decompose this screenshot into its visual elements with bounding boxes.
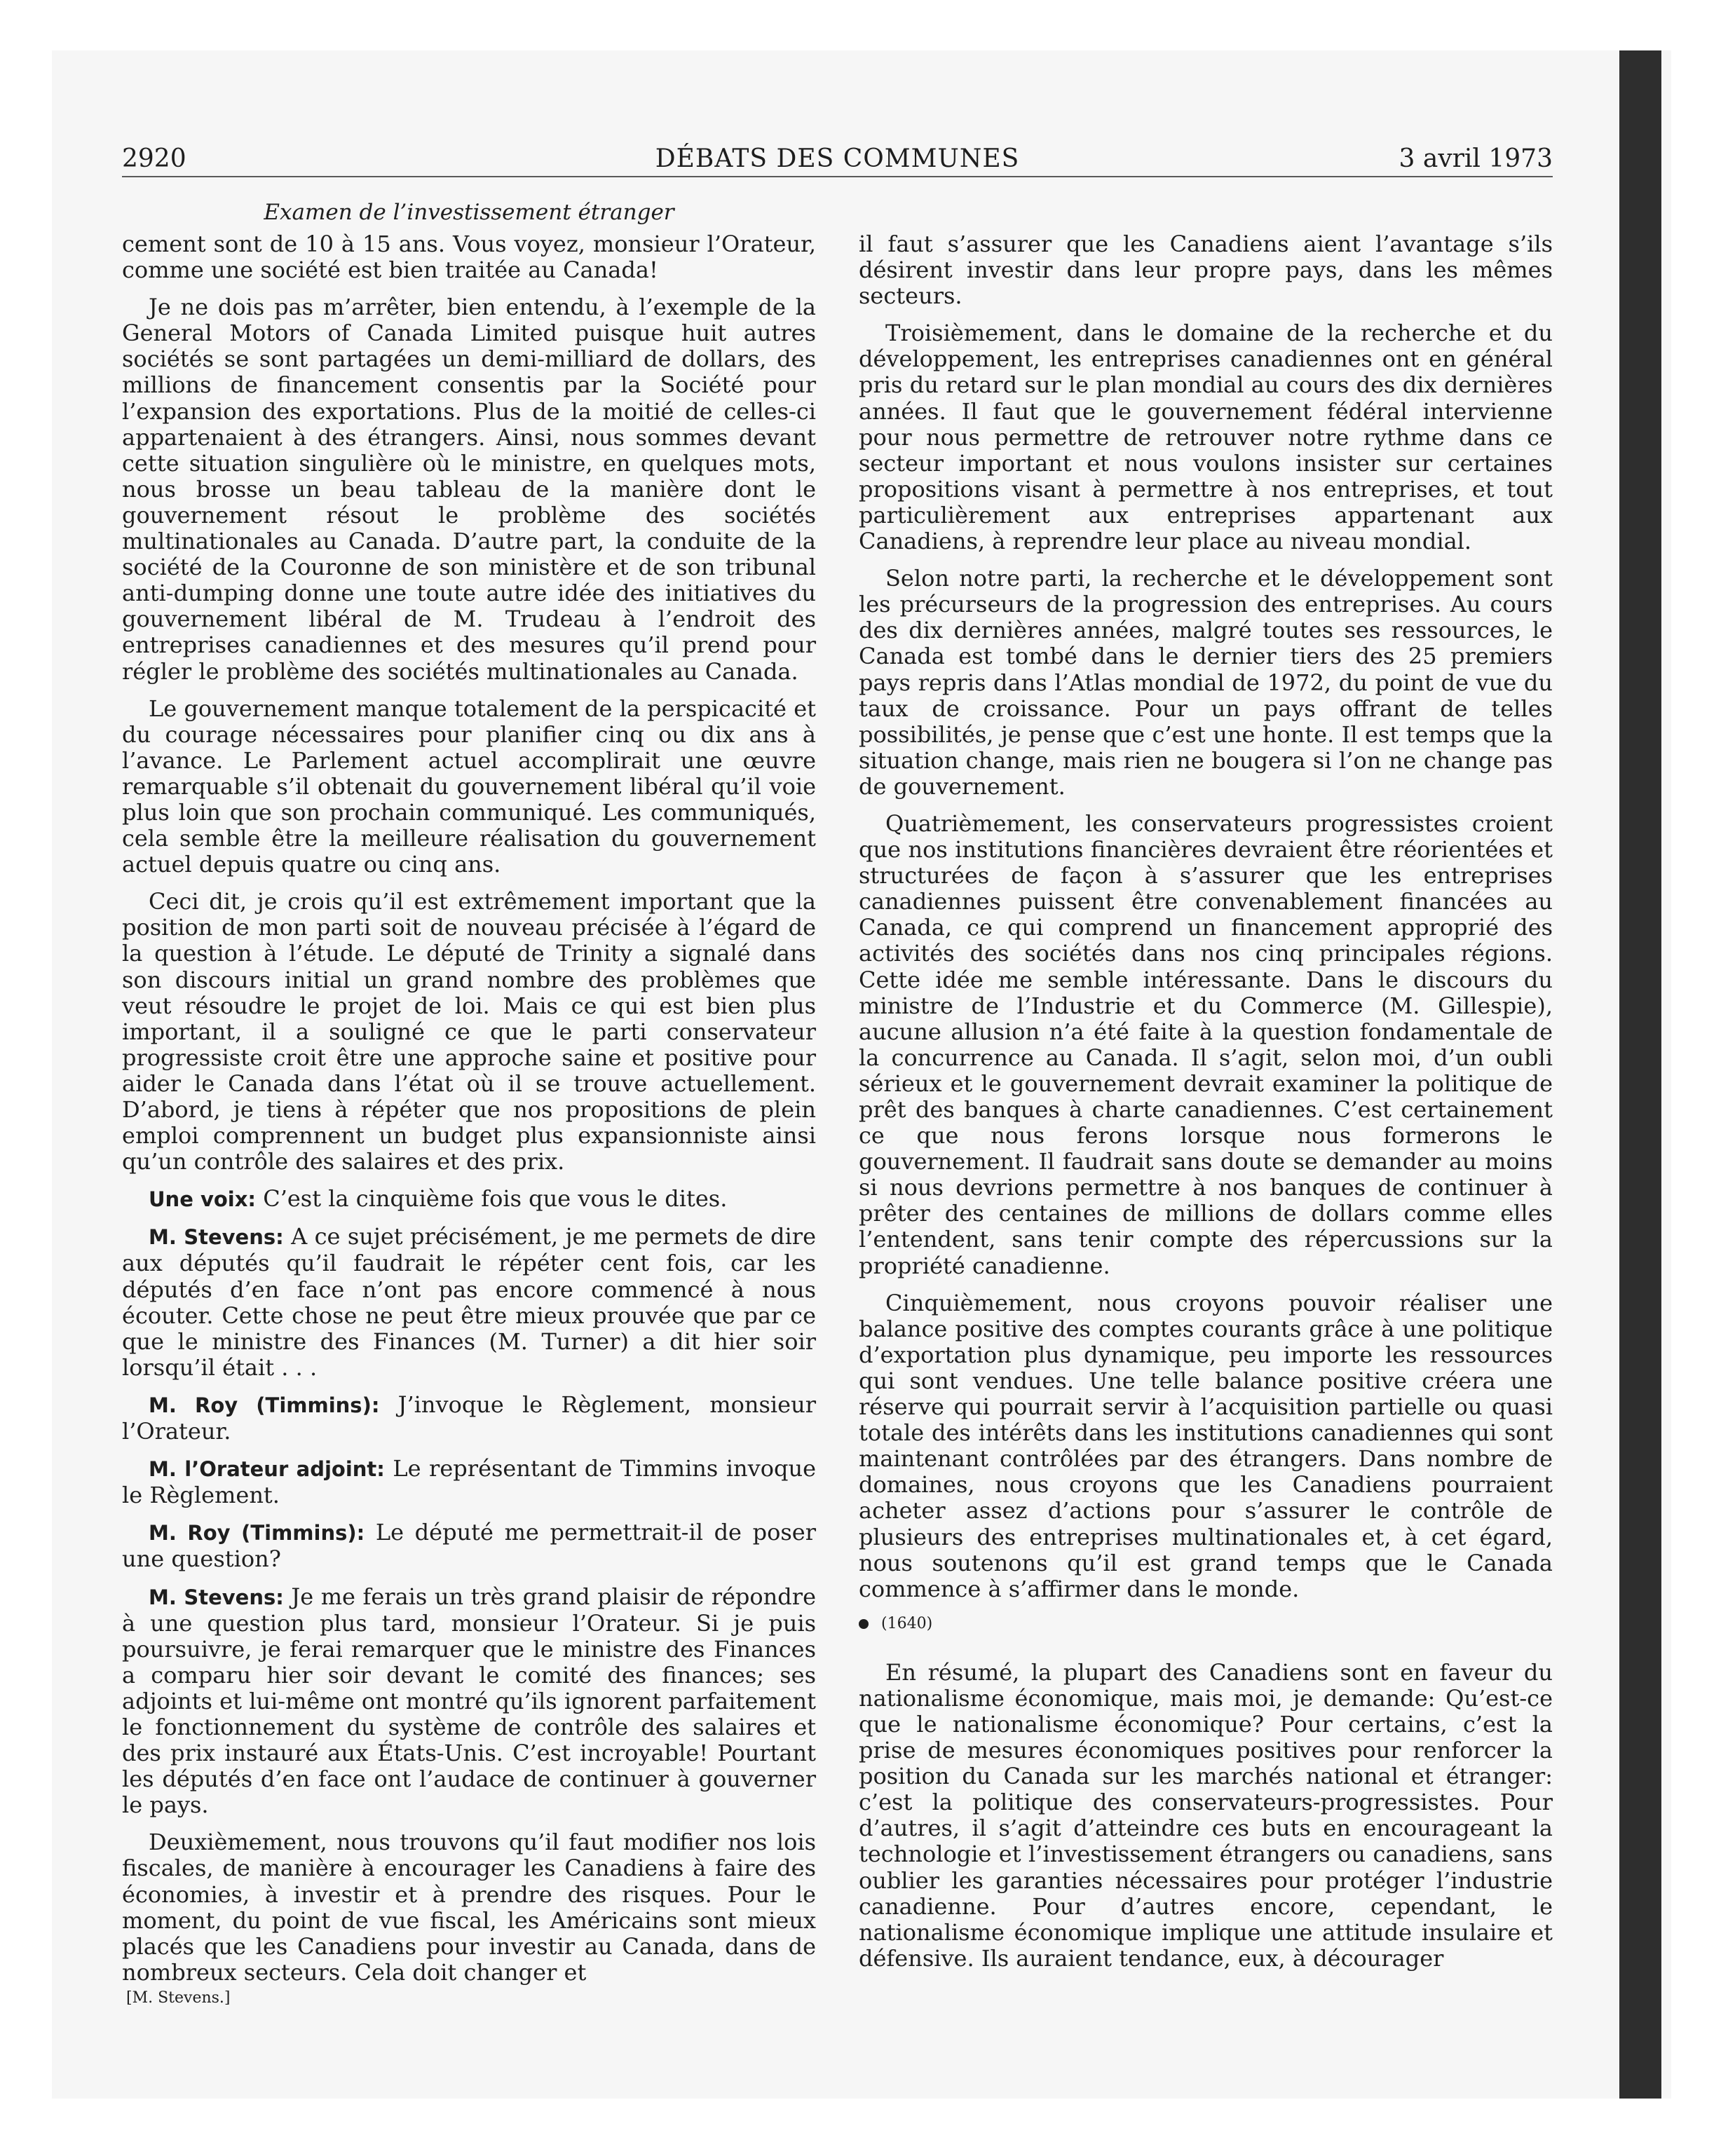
paragraph: Selon notre parti, la recherche et le développement sont les précurseurs de la progression des entreprises. Au cours des dix dernières années, malgré toutes ses ressources, le Canada est tombé dans le dernier tiers des 25 premiers pays repris dans l’Atlas mondial de 1972, du point de vue du taux de croissance. Pour un pays offrant de telles possibilités, je pense que c’est une honte. Il est temps que la situation change, mais rien ne bougera si l’on ne change pas de gouvernement. xyxy=(859,565,1553,800)
paragraph: Je ne dois pas m’arrêter, bien entendu, à l’exemple de la General Motors of Canada Limited puisque huit autres sociétés se sont partagées un demi-milliard de dollars, des millions de financement consentis par la Société pour l’expansion des exportations. Plus de la moitié de celles-ci appartenaient à des étrangers. Ainsi, nous sommes devant cette situation singulière où le ministre, en quelques mots, nous brosse un beau tableau de la manière dont le gouvernement résout le problème des sociétés multinationales au Canada. D’autre part, la conduite de la société de la Couronne de son ministère et de son tribunal anti-dumping donne une toute autre idée des initiatives du gouvernement libéral de M. Trudeau à l’endroit des entreprises canadiennes et des mesures qu’il prend pour régler le problème des sociétés multinationales au Canada. xyxy=(122,294,816,685)
paragraph: Quatrièmement, les conservateurs progressistes croient que nos institutions financières devraient être réorientées et structurées de façon à s’assurer que les entreprises canadiennes puissent être convenablement financées au Canada, ce qui comprend un financement approprié des activités des sociétés dans nos cinq principales régions. Cette idée me semble intéressante. Dans le discours du ministre de l’Industrie et du Commerce (M. Gillespie), aucune allusion n’a été faite à la question fondamentale de la concurrence au Canada. Il s’agit, selon moi, d’un oubli sérieux et le gouvernement devrait examiner la politique de prêt des banques à charte canadiennes. C’est certainement ce que nous ferons lorsque nous formerons le gouvernement. Il faudrait sans doute se demander au moins si nous devrions permettre à nos banques de continuer à prêter des centaines de millions de dollars comme elles l’entendent, sans tenir compte des répercussions sur la propriété canadienne. xyxy=(859,810,1553,1279)
paragraph: Le gouvernement manque totalement de la perspicacité et du courage nécessaires pour planifier cinq ou dix ans à l’avance. Le Parlement actuel accomplirait une œuvre remarquable s’il obtenait du gouvernement libéral qu’il voie plus loin que son prochain communiqué. Les communiqués, cela semble être la meilleure réalisation du gouvernement actuel depuis quatre ou cinq ans. xyxy=(122,695,816,878)
speaker-name: M. Roy (Timmins): xyxy=(149,1521,365,1546)
speaker-name: M. Roy (Timmins): xyxy=(149,1393,380,1417)
time-marker xyxy=(859,1613,1553,1635)
speech xyxy=(122,1392,816,1445)
paragraph: il faut s’assurer que les Canadiens aient l’avantage s’ils désirent investir dans leur propre pays, dans les mêmes secteurs. xyxy=(859,231,1553,310)
right-column xyxy=(859,231,1553,1983)
publication-title: DÉBATS DES COMMUNES xyxy=(655,144,1020,173)
speaker-footnote: [M. Stevens.] xyxy=(126,1989,231,2007)
speech xyxy=(122,1584,816,1819)
speech xyxy=(122,1224,816,1381)
speech-text: C’est la cinquième fois que vous le dites. xyxy=(263,1185,728,1213)
speech-text: Je me ferais un très grand plaisir de répondre à une question plus tard, monsieur l’Orateur. Si je puis poursuivre, je ferai remarquer que le ministre des Finances a comparu hier soir devant le comité des finances; ses adjoints et lui-même ont montré qu’ils ignorent parfaitement le fonctionnement du système de contrôle des salaires et des prix instauré aux États-Unis. C’est incroyable! Pourtant les députés d’en face ont l’audace de continuer à gouverner le pays. xyxy=(122,1583,817,1819)
paragraph: Deuxièmement, nous trouvons qu’il faut modifier nos lois fiscales, de manière à encourager les Canadiens à faire des économies, à investir et à prendre des risques. Pour le moment, du point de vue fiscal, les Américains sont mieux placés que les Canadiens pour investir au Canada, dans de nombreux secteurs. Cela doit changer et xyxy=(122,1829,816,1986)
speaker-name: M. Stevens: xyxy=(149,1225,284,1250)
page-header xyxy=(122,142,1553,177)
running-title: Examen de l’investissement étranger xyxy=(264,200,674,225)
speech-text: Le représentant de Timmins invoque le Règlement. xyxy=(122,1455,816,1509)
bullet-icon xyxy=(859,1619,869,1629)
speech xyxy=(122,1520,816,1572)
paragraph: Ceci dit, je crois qu’il est extrêmement important que la position de mon parti soit de nouveau précisée à l’égard de la question à l’étude. Le député de Trinity a signalé dans son discours initial un grand nombre des problèmes que veut résoudre le projet de loi. Mais ce qui est bien plus important, il a souligné ce que le parti conservateur progressiste croit être une approche saine et positive pour aider le Canada dans l’état où il se trouve actuellement. D’abord, je tiens à répéter que nos propositions de plein emploi comprennent un budget plus expansionniste ainsi qu’un contrôle des salaires et des prix. xyxy=(122,888,816,1175)
speech-text: J’invoque le Règlement, monsieur l’Orateur. xyxy=(122,1391,816,1445)
header-date: 3 avril 1973 xyxy=(1399,144,1553,173)
speaker-name: Une voix: xyxy=(149,1187,257,1212)
speaker-name: M. l’Orateur adjoint: xyxy=(149,1457,385,1482)
left-column xyxy=(122,231,816,1997)
speech-text: Le député me permettrait-il de poser une question? xyxy=(122,1519,817,1573)
paragraph: Cinquièmement, nous croyons pouvoir réaliser une balance positive des comptes courants grâce à une politique d’exportation plus dynamique, peu importe les ressources qui sont vendues. Une telle balance positive créera une réserve qui pourrait servir à l’acquisition partielle ou quasi totale des intérêts dans les institutions canadiennes qui sont maintenant contrôlées par des étrangers. Dans nombre de domaines, nous croyons que les Canadiens pourraient acheter assez d’actions pour s’assurer le contrôle de plusieurs des entreprises multinationales et, à cet égard, nous soutenons qu’il est grand temps que le Canada commence à s’affirmer dans le monde. xyxy=(859,1289,1553,1602)
paragraph: cement sont de 10 à 15 ans. Vous voyez, monsieur l’Orateur, comme une société est bien traitée au Canada! xyxy=(122,231,816,284)
speech xyxy=(122,1186,816,1213)
time-marker-text: (1640) xyxy=(881,1614,933,1632)
scan-edge-shadow xyxy=(1619,50,1661,2099)
paragraph: En résumé, la plupart des Canadiens sont en faveur du nationalisme économique, mais moi, je demande: Qu’est-ce que le nationalisme économique? Pour certains, c’est la prise de mesures économiques positives pour renforcer la position du Canada sur les marchés national et étranger: c’est la politique des conservateurs-progressistes. Pour d’autres, il s’agit d’atteindre ces buts en encourageant la technologie et l’investissement étrangers ou canadiens, sans oublier les garanties nécessaires pour protéger l’industrie canadienne. Pour d’autres encore, cependant, le nationalisme économique implique une attitude insulaire et défensive. Ils auraient tendance, eux, à décourager xyxy=(859,1658,1553,1972)
speech-text: A ce sujet précisément, je me permets de dire aux députés qu’il faudrait le répéter cent fois, car les députés d’en face n’ont pas encore commencé à nous écouter. Cette chose ne peut être mieux prouvée que par ce que le ministre des Finances (M. Turner) a dit hier soir lorsqu’il était . . . xyxy=(122,1223,817,1381)
paragraph: Troisièmement, dans le domaine de la recherche et du développement, les entreprises canadiennes ont en général pris du retard sur le plan mondial au cours des dix dernières années. Il faut que le gouvernement fédéral intervienne pour nous permettre de retrouver notre rythme dans ce secteur important et nous voulons insister sur certaines propositions visant à permettre à nos entreprises, et tout particulièrement aux entreprises appartenant aux Canadiens, à reprendre leur place au niveau mondial. xyxy=(859,320,1553,555)
speaker-name: M. Stevens: xyxy=(149,1585,284,1609)
speech xyxy=(122,1456,816,1508)
page-number: 2920 xyxy=(122,144,186,173)
